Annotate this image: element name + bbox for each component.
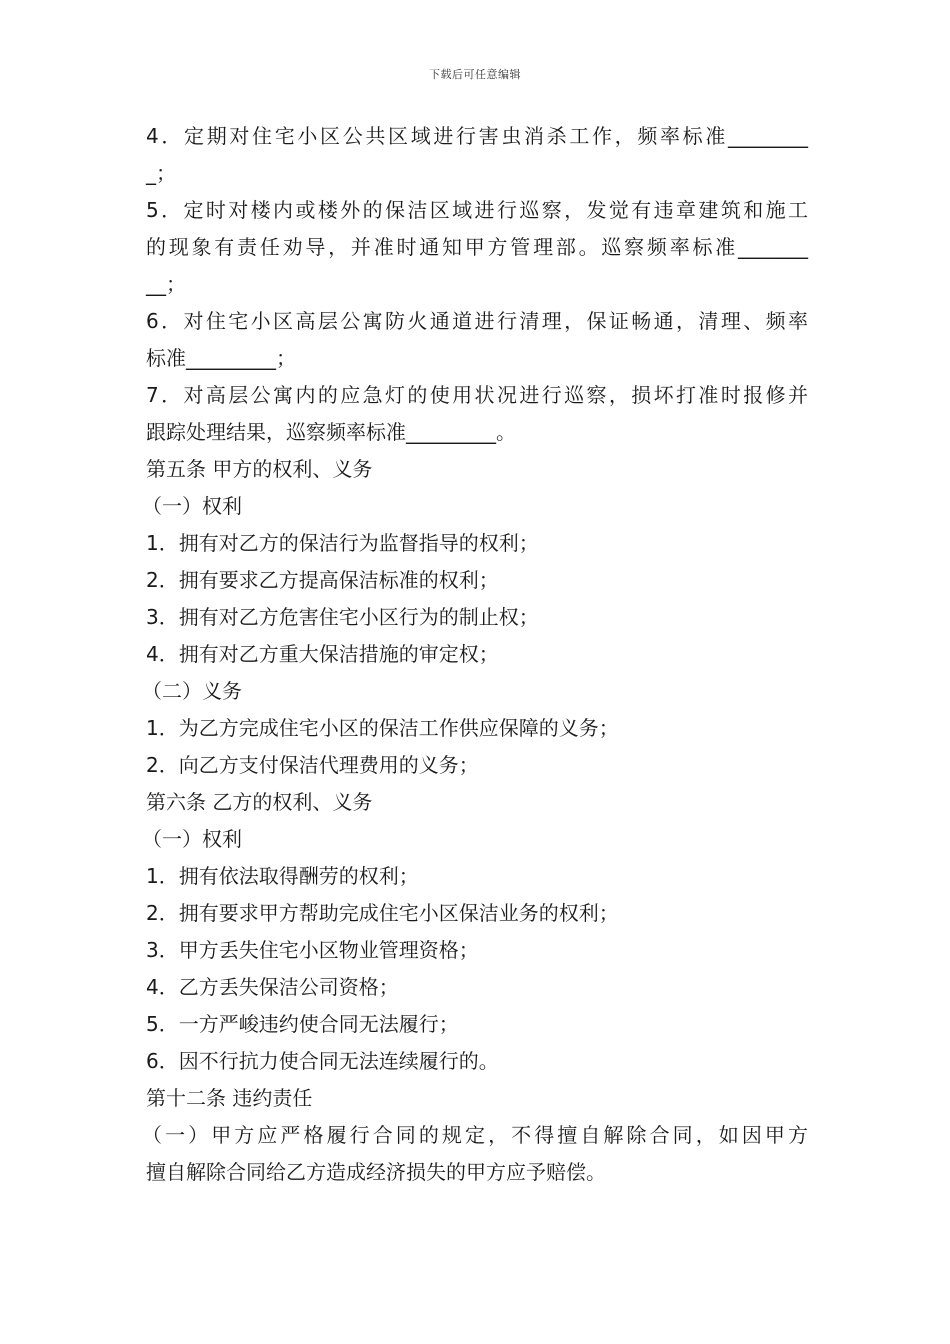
list-item: 2．向乙方支付保洁代理费用的义务； bbox=[146, 753, 479, 777]
clause-line: 标准_________； bbox=[146, 346, 296, 370]
list-item: 4．乙方丢失保洁公司资格； bbox=[146, 975, 399, 999]
list-item: 1．为乙方完成住宅小区的保洁工作供应保障的义务； bbox=[146, 716, 619, 740]
list-item: 5．一方严峻违约使合同无法履行； bbox=[146, 1012, 459, 1036]
section-heading: 第六条 乙方的权利、义务 bbox=[146, 790, 373, 814]
clause-line: 的现象有责任劝导，并准时通知甲方管理部。巡察频率标准_______ bbox=[146, 235, 808, 259]
page-header: 下载后可任意编辑 bbox=[429, 68, 521, 81]
clause-line: 5．定时对楼内或楼外的保洁区域进行巡察，发觉有违章建筑和施工 bbox=[146, 198, 808, 222]
list-item: 2．拥有要求乙方提高保洁标准的权利； bbox=[146, 568, 499, 592]
list-item: 6．因不行抗力使合同无法连续履行的。 bbox=[146, 1049, 499, 1073]
section-heading: 第五条 甲方的权利、义务 bbox=[146, 457, 373, 481]
section-heading: 第十二条 违约责任 bbox=[146, 1086, 313, 1110]
clause-line: （一）甲方应严格履行合同的规定，不得擅自解除合同，如因甲方 bbox=[142, 1123, 808, 1147]
clause-line: 擅自解除合同给乙方造成经济损失的甲方应予赔偿。 bbox=[146, 1160, 606, 1184]
subsection-heading: （一）权利 bbox=[142, 494, 242, 518]
list-item: 2．拥有要求甲方帮助完成住宅小区保洁业务的权利； bbox=[146, 901, 619, 925]
clause-line: 6．对住宅小区高层公寓防火通道进行清理，保证畅通，清理、频率 bbox=[146, 309, 808, 333]
list-item: 3．甲方丢失住宅小区物业管理资格； bbox=[146, 938, 479, 962]
list-item: 1．拥有依法取得酬劳的权利； bbox=[146, 864, 419, 888]
list-item: 4．拥有对乙方重大保洁措施的审定权； bbox=[146, 642, 499, 666]
clause-line: 跟踪处理结果，巡察频率标准_________。 bbox=[146, 420, 516, 444]
list-item: 3．拥有对乙方危害住宅小区行为的制止权； bbox=[146, 605, 539, 629]
document-body bbox=[142, 118, 808, 1191]
list-item: 1．拥有对乙方的保洁行为监督指导的权利； bbox=[146, 531, 539, 555]
clause-line: _； bbox=[146, 161, 176, 185]
clause-line: 7．对高层公寓内的应急灯的使用状况进行巡察，损坏打准时报修并 bbox=[146, 383, 808, 407]
clause-line: __； bbox=[146, 272, 186, 296]
clause-line: 4．定期对住宅小区公共区域进行害虫消杀工作，频率标准________ bbox=[146, 124, 808, 148]
subsection-heading: （一）权利 bbox=[142, 827, 242, 851]
subsection-heading: （二）义务 bbox=[142, 679, 242, 703]
